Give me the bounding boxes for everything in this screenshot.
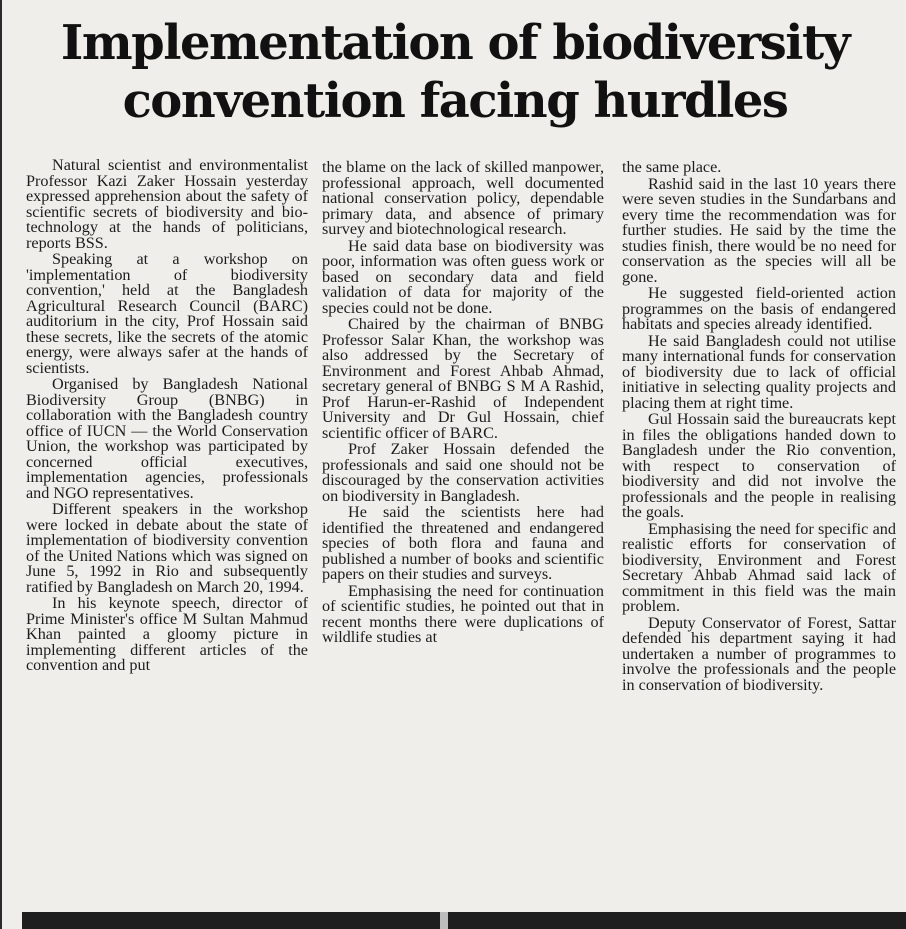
paragraph: Organised by Bangladesh National Biodiversity Group (BNBG) in collaboration with the Bangladesh country office of IUCN — the World Conservation Union, the workshop was participated by concerned official executives, implementation agencies, professionals and NGO representatives. (26, 375, 308, 502)
paragraph: Different speakers in the workshop were locked in debate about the state of implementation of biodiversity convention of the United Nations which was signed on June 5, 1992 in Rio and subsequently ratified by Bangladesh on March 20, 1994. (26, 500, 308, 596)
paragraph: Deputy Conservator of Forest, Sattar defended his department saying it had undertaken a number of programmes to involve the professionals and the people in conservation of biodiversity. (622, 613, 896, 694)
bottom-edge-bar (22, 912, 906, 929)
paragraph: He said the scientists here had identified the threatened and endangered species of both flora and fauna and published a number of books and scientific papers on their studies and surveys. (322, 503, 604, 583)
paragraph: Emphasising the need for specific and realistic efforts for conservation of biodiversity, Environment and Forest Secretary Ahbab Ahmad said lack of commitment in this field was the main problem. (622, 519, 896, 615)
paragraph: Rashid said in the last 10 years there were seven studies in the Sundarbans and every time the recommendation was for further studies. He said by the time the studies finish, there would be no need for conservation as the species will all be gone. (622, 174, 896, 286)
paragraph: Natural scientist and environmentalist Professor Kazi Zaker Hossain yesterday expressed apprehension about the safety of scientific secrets of biodiversity and bio-technology at the hands of politicians, reports BSS. (26, 156, 308, 252)
paragraph: In his keynote speech, director of Prime Minister's office M Sultan Mahmud Khan painted a gloomy picture in implementing different articles of the convention and put (26, 594, 308, 674)
headline (2, 14, 906, 130)
article-column-3 (622, 160, 896, 693)
headline-line-1: Implementation of biodiversity (60, 15, 850, 71)
paragraph: Emphasising the need for continuation of scientific studies, he pointed out that in recent months there were duplications of wildlife studies at (322, 581, 604, 646)
article-column-1 (26, 158, 308, 674)
headline-line-2: convention facing hurdles (122, 73, 788, 129)
paragraph: He said Bangladesh could not utilise many international funds for conservation of biodiversity due to lack of official initiative in selecting quality projects and placing them at right time. (622, 331, 896, 412)
paragraph: the blame on the lack of skilled manpower, professional approach, well documented national conservation policy, dependable primary data, and absence of primary survey and biotechnological research. (322, 158, 604, 238)
bar-divider (440, 912, 448, 929)
paragraph: Prof Zaker Hossain defended the professionals and said one should not be discouraged by the conservation activities on biodiversity in Bangladesh. (322, 440, 604, 505)
paragraph: Chaired by the chairman of BNBG Professor Salar Khan, the workshop was also addressed by the Secretary of Environment and Forest Ahbab Ahmad, secretary general of BNBG S M A Rashid, Prof Harun-er-Rashid of Independent University and Dr Gul Hossain, chief scientific officer of BARC. (322, 315, 604, 442)
paragraph: He said data base on biodiversity was poor, information was often guess work or based on secondary data and field validation of data for majority of the species could not be done. (322, 236, 604, 317)
paragraph: Gul Hossain said the bureaucrats kept in files the obligations handed down to Bangladesh under the Rio convention, with respect to conservation of biodiversity and did not involve the professionals and the people in realising the goals. (622, 410, 896, 521)
article-column-2 (322, 160, 604, 646)
paragraph: Speaking at a workshop on 'implementation of biodiversity convention,' held at the Bangladesh Agricultural Research Council (BARC) auditorium in the city, Prof Hossain said these secrets, like the secrets of the atomic energy, were always safer at the hands of scientists. (26, 250, 308, 377)
paragraph: He suggested field-oriented action programmes on the basis of endangered habitats and species already identified. (622, 284, 896, 333)
paragraph: the same place. (622, 158, 722, 176)
